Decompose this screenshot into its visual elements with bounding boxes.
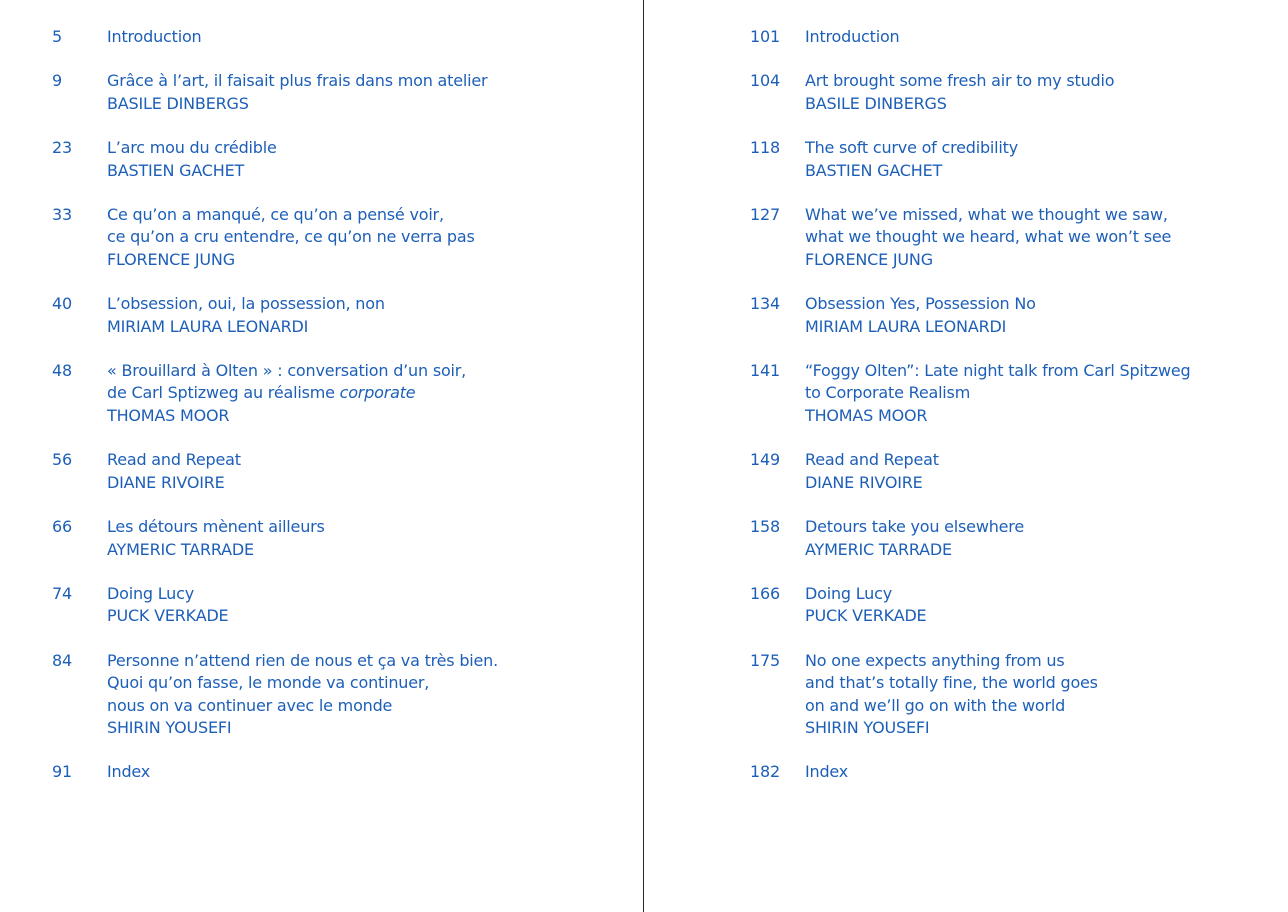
toc-author: DIANE RIVOIRE xyxy=(805,472,923,492)
toc-title-line xyxy=(805,583,1288,605)
toc-title-text: Art brought some fresh air to my studio xyxy=(805,71,1115,91)
toc-title-line xyxy=(107,204,652,226)
toc-author: THOMAS MOOR xyxy=(107,405,230,425)
toc-title-text: “Foggy Olten”: Late night talk from Carl Spitzweg xyxy=(805,361,1191,381)
toc-title-text: Les détours mènent ailleurs xyxy=(107,517,325,537)
toc-title-line xyxy=(107,449,652,471)
toc-page-number: 141 xyxy=(750,361,780,381)
toc-page-number: 48 xyxy=(52,361,72,381)
toc-title-text: to Corporate Realism xyxy=(805,383,971,403)
toc-entry[interactable] xyxy=(52,360,652,427)
toc-entry[interactable] xyxy=(750,516,1288,561)
toc-entry-body xyxy=(805,204,1288,271)
toc-entry[interactable] xyxy=(750,761,1288,783)
toc-entry-body xyxy=(107,26,652,48)
toc-entry-body xyxy=(107,360,652,427)
toc-title-text: ce qu’on a cru entendre, ce qu’on ne verra pas xyxy=(107,227,475,247)
toc-entry-body xyxy=(107,293,652,338)
toc-entry-body xyxy=(107,761,652,783)
toc-author: PUCK VERKADE xyxy=(805,606,927,626)
toc-title-text: L’obsession, oui, la possession, non xyxy=(107,294,385,314)
toc-author: FLORENCE JUNG xyxy=(107,249,235,269)
toc-page-number: 127 xyxy=(750,205,780,225)
toc-entry[interactable] xyxy=(750,70,1288,115)
toc-title-text: on and we’ll go on with the world xyxy=(805,695,1066,715)
toc-entry[interactable] xyxy=(52,583,652,628)
toc-entry[interactable] xyxy=(52,449,652,494)
toc-author: FLORENCE JUNG xyxy=(805,249,933,269)
toc-page-number: 74 xyxy=(52,583,72,603)
toc-entry-body xyxy=(805,449,1288,494)
toc-title-line xyxy=(107,137,652,159)
toc-entry-body xyxy=(805,761,1288,783)
toc-title-text: Read and Repeat xyxy=(107,450,241,470)
toc-entry[interactable] xyxy=(52,516,652,561)
toc-entry[interactable] xyxy=(750,583,1288,628)
toc-author: AYMERIC TARRADE xyxy=(805,539,952,559)
toc-title-line xyxy=(107,26,652,48)
toc-title-line xyxy=(107,650,652,672)
toc-page-number: 158 xyxy=(750,517,780,537)
toc-entry[interactable] xyxy=(750,449,1288,494)
toc-title-text: Index xyxy=(805,762,849,782)
toc-title-text: Read and Repeat xyxy=(805,450,939,470)
toc-author: MIRIAM LAURA LEONARDI xyxy=(805,316,1007,336)
toc-title-line xyxy=(107,226,652,248)
toc-page-number: 175 xyxy=(750,650,780,670)
toc-title-line xyxy=(805,761,1288,783)
toc-entry-body xyxy=(107,650,652,740)
toc-title-line xyxy=(107,516,652,538)
toc-title-line xyxy=(805,516,1288,538)
toc-title-text: Personne n’attend rien de nous et ça va très bien. xyxy=(107,650,499,670)
toc-page-number: 91 xyxy=(52,762,72,782)
toc-title-text: No one expects anything from us xyxy=(805,650,1065,670)
toc-title-line xyxy=(107,583,652,605)
toc-entry[interactable] xyxy=(750,26,1288,48)
toc-author: PUCK VERKADE xyxy=(107,606,229,626)
toc-author: AYMERIC TARRADE xyxy=(107,539,254,559)
toc-page-number: 84 xyxy=(52,650,72,670)
toc-title-text: Introduction xyxy=(107,27,202,46)
toc-entry[interactable] xyxy=(52,137,652,182)
toc-entry[interactable] xyxy=(52,26,652,48)
toc-entry-body xyxy=(805,583,1288,628)
toc-title-line xyxy=(107,695,652,717)
toc-title-line xyxy=(805,26,1288,48)
toc-page-number: 33 xyxy=(52,205,72,225)
toc-title-line xyxy=(805,293,1288,315)
toc-page-number: 182 xyxy=(750,762,780,782)
toc-entry[interactable] xyxy=(750,360,1288,427)
toc-author: MIRIAM LAURA LEONARDI xyxy=(107,316,309,336)
toc-right-page-english xyxy=(750,26,1288,806)
toc-page-number: 149 xyxy=(750,450,780,470)
toc-left-page-french xyxy=(52,26,652,806)
toc-author: BASILE DINBERGS xyxy=(107,93,249,113)
toc-entry-body xyxy=(107,137,652,182)
toc-title-italic: corporate xyxy=(339,383,416,403)
toc-page-number: 66 xyxy=(52,517,72,537)
toc-page-number: 118 xyxy=(750,138,780,158)
toc-page-number: 23 xyxy=(52,138,72,158)
toc-title-text: nous on va continuer avec le monde xyxy=(107,695,393,715)
toc-entry[interactable] xyxy=(52,650,652,740)
toc-entry[interactable] xyxy=(52,70,652,115)
toc-entry-body xyxy=(107,516,652,561)
toc-entry-body xyxy=(805,26,1288,48)
toc-page-number: 9 xyxy=(52,71,62,91)
toc-entry[interactable] xyxy=(52,204,652,271)
toc-page-number: 134 xyxy=(750,294,780,314)
toc-page-number: 5 xyxy=(52,27,62,46)
toc-title-line xyxy=(805,360,1288,382)
toc-entry-body xyxy=(805,70,1288,115)
toc-title-text: Grâce à l’art, il faisait plus frais dans mon atelier xyxy=(107,71,488,91)
toc-title-text: what we thought we heard, what we won’t see xyxy=(805,227,1172,247)
toc-title-text: The soft curve of credibility xyxy=(805,138,1019,158)
toc-title-line xyxy=(805,204,1288,226)
toc-title-text: What we’ve missed, what we thought we saw, xyxy=(805,205,1168,225)
toc-title-line xyxy=(805,695,1288,717)
toc-title-text: L’arc mou du crédible xyxy=(107,138,277,158)
toc-entry-body xyxy=(805,293,1288,338)
toc-page-number: 104 xyxy=(750,71,780,91)
toc-entry-body xyxy=(107,583,652,628)
toc-title-line xyxy=(805,449,1288,471)
toc-author: BASTIEN GACHET xyxy=(805,160,943,180)
toc-author: SHIRIN YOUSEFI xyxy=(107,717,232,737)
toc-author: DIANE RIVOIRE xyxy=(107,472,225,492)
toc-page-number: 40 xyxy=(52,294,72,314)
toc-title-text: and that’s totally fine, the world goes xyxy=(805,673,1098,693)
toc-title-line xyxy=(805,382,1288,404)
toc-author: BASILE DINBERGS xyxy=(805,93,947,113)
toc-title-text: Introduction xyxy=(805,27,900,46)
toc-page-number: 166 xyxy=(750,583,780,603)
toc-title-line xyxy=(107,360,652,382)
toc-entry-body xyxy=(805,516,1288,561)
toc-entry[interactable] xyxy=(750,137,1288,182)
toc-title-text: Obsession Yes, Possession No xyxy=(805,294,1036,314)
toc-author: BASTIEN GACHET xyxy=(107,160,245,180)
toc-title-line xyxy=(107,70,652,92)
toc-title-text: Quoi qu’on fasse, le monde va continuer, xyxy=(107,673,430,693)
toc-title-line xyxy=(805,70,1288,92)
toc-entry-body xyxy=(805,650,1288,740)
toc-entry[interactable] xyxy=(52,761,652,783)
toc-title-line xyxy=(107,761,652,783)
toc-entry-body xyxy=(107,449,652,494)
toc-title-text: Doing Lucy xyxy=(107,583,194,603)
toc-title-line xyxy=(107,672,652,694)
toc-entry[interactable] xyxy=(750,204,1288,271)
toc-page-number: 101 xyxy=(750,27,780,46)
toc-author: THOMAS MOOR xyxy=(805,405,928,425)
toc-entry-body xyxy=(805,137,1288,182)
toc-title-text: Detours take you elsewhere xyxy=(805,517,1024,537)
toc-entry-body xyxy=(107,70,652,115)
toc-entry-body xyxy=(805,360,1288,427)
toc-entry[interactable] xyxy=(52,293,652,338)
toc-page-number: 56 xyxy=(52,450,72,470)
toc-title-line xyxy=(107,293,652,315)
toc-title-text: de Carl Sptizweg au réalisme xyxy=(107,383,340,403)
toc-title-text: Index xyxy=(107,762,151,782)
toc-entry-body xyxy=(107,204,652,271)
toc-title-text: « Brouillard à Olten » : conversation d’un soir, xyxy=(107,361,467,381)
toc-title-line xyxy=(107,382,652,404)
toc-title-line xyxy=(805,672,1288,694)
toc-title-line xyxy=(805,137,1288,159)
toc-entry[interactable] xyxy=(750,650,1288,740)
toc-title-line xyxy=(805,226,1288,248)
toc-title-line xyxy=(805,650,1288,672)
toc-author: SHIRIN YOUSEFI xyxy=(805,717,930,737)
toc-title-text: Ce qu’on a manqué, ce qu’on a pensé voir, xyxy=(107,205,444,225)
toc-title-text: Doing Lucy xyxy=(805,583,892,603)
toc-entry[interactable] xyxy=(750,293,1288,338)
